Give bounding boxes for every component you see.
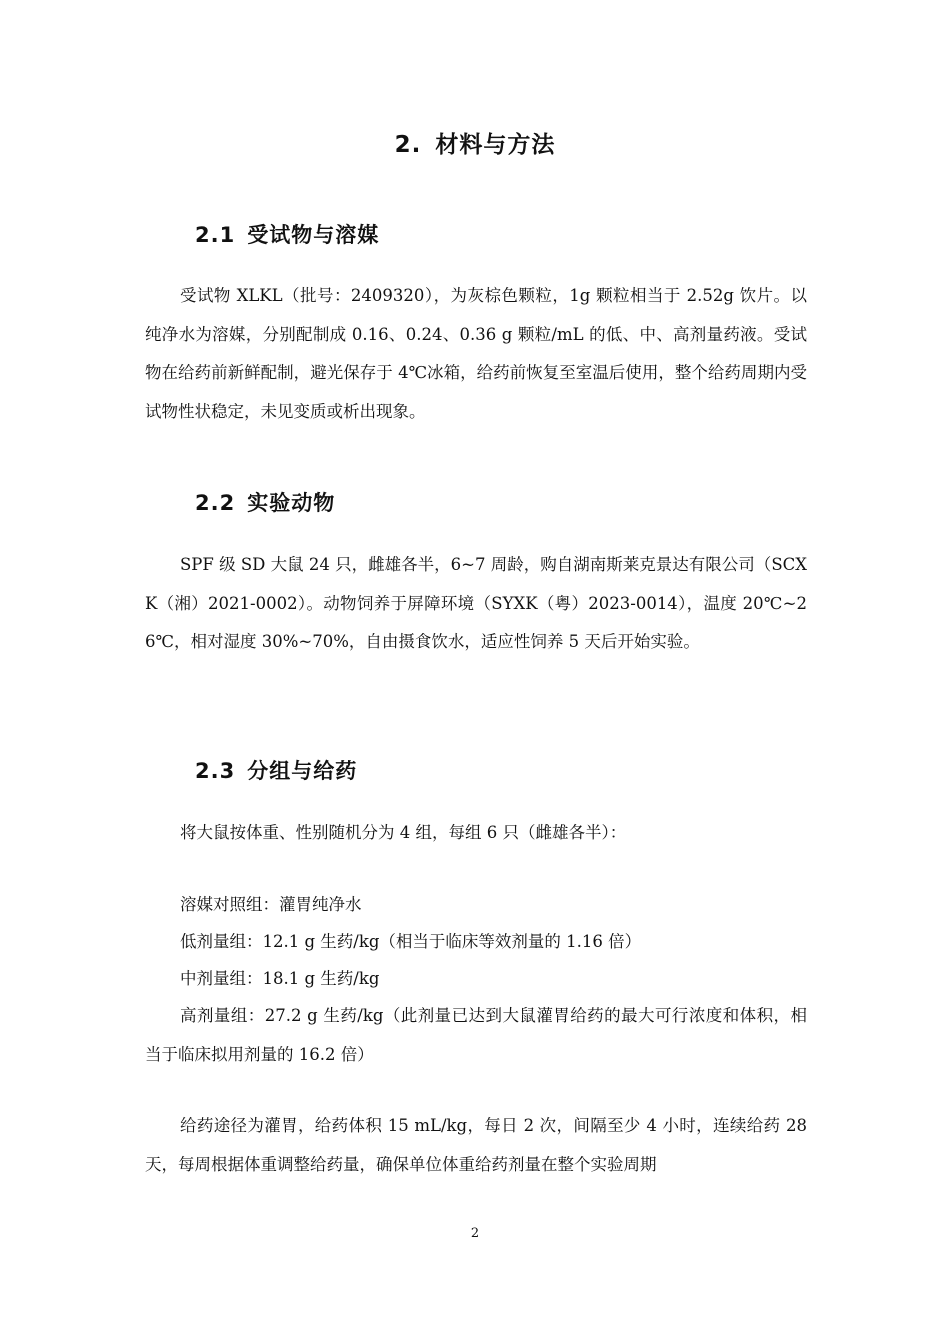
subsection-title: 实验动物	[247, 491, 336, 515]
section-title: 材料与方法	[435, 132, 556, 158]
group-item-mid-dose: 中剂量组：18.1 g 生药/kg	[180, 969, 380, 988]
paragraph-test-substance: 受试物 XLKL（批号：2409320），为灰棕色颗粒，1g 颗粒相当于 2.52g 饮片。以纯净水为溶媒，分别配制成 0.16、0.24、0.36 g 颗粒/mL 的低、中、高剂量药液。受试物在给药前新鲜配制，避光保存于 4℃冰箱，给药前恢复至室温后使用，整个给药周期内受试物性状稳定，未见变质或析出现象。	[145, 286, 807, 421]
subsection-number: 2.1	[195, 223, 236, 247]
subsection-heading-2-3	[195, 755, 357, 785]
group-item-high-dose: 高剂量组：27.2 g 生药/kg（此剂量已达到大鼠灌胃给药的最大可行浓度和体积，相当于临床拟用剂量的 16.2 倍）	[145, 1006, 807, 1064]
subsection-title: 分组与给药	[247, 759, 358, 783]
subsection-number: 2.3	[195, 759, 236, 783]
group-item-vehicle: 溶媒对照组：灌胃纯净水	[180, 895, 362, 914]
group-item-low-dose: 低剂量组：12.1 g 生药/kg（相当于临床等效剂量的 1.16 倍）	[180, 932, 642, 951]
subsection-heading-2-1	[195, 219, 379, 249]
paragraph-dosing: 给药途径为灌胃，给药体积 15 mL/kg，每日 2 次，间隔至少 4 小时，连续给药 28 天，每周根据体重调整给药量，确保单位体重给药剂量在整个实验周期	[145, 1116, 807, 1174]
subsection-title: 受试物与溶媒	[247, 223, 380, 247]
section-number: 2.	[394, 132, 422, 158]
grouping-intro: 将大鼠按体重、性别随机分为 4 组，每组 6 只（雌雄各半）：	[180, 823, 627, 842]
paragraph-animals: SPF 级 SD 大鼠 24 只，雌雄各半，6~7 周龄，购自湖南斯莱克景达有限公司（SCXK（湘）2021-0002）。动物饲养于屏障环境（SYXK（粤）2023-0014），温度 20℃~26℃，相对湿度 30%~70%，自由摄食饮水，适应性饲养 5 天后开始实验。	[145, 555, 807, 651]
subsection-heading-2-2	[195, 487, 335, 517]
subsection-number: 2.2	[195, 491, 236, 515]
section-heading	[0, 126, 950, 159]
page-number: 2	[470, 1226, 480, 1241]
